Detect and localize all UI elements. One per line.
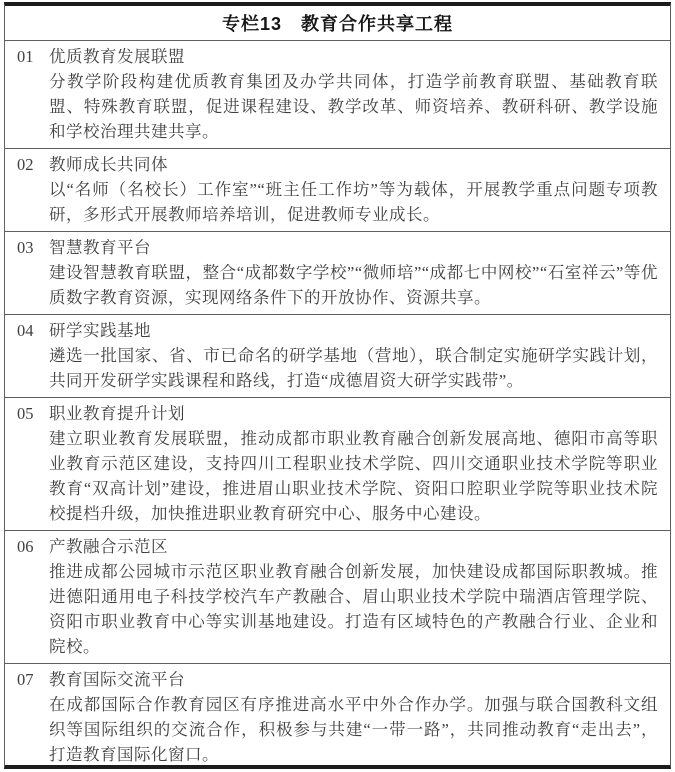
item-number: 01 — [17, 47, 34, 66]
item-content — [49, 534, 658, 659]
item-content — [49, 152, 658, 227]
item-title: 教育国际交流平台 — [49, 670, 185, 689]
item-description: 分教学阶段构建优质教育集团及办学共同体，打造学前教育联盟、基础教育联盟、特殊教育联盟，促进课程建设、教学改革、师资培养、教研科研、教学设施和学校治理共建共享。 — [49, 72, 658, 141]
item-content — [49, 44, 658, 144]
table-row — [5, 41, 670, 149]
table-row — [5, 398, 670, 531]
item-description: 遴选一批国家、省、市已命名的研学基地（营地），联合制定实施研学实践计划，共同开发研学实践课程和路线，打造“成德眉资大研学实践带”。 — [49, 346, 658, 390]
item-title: 智慧教育平台 — [49, 238, 151, 257]
column-box-13 — [4, 2, 671, 769]
item-title: 教师成长共同体 — [49, 155, 168, 174]
item-content — [49, 235, 658, 310]
table-row — [5, 149, 670, 232]
panel-title-row — [5, 6, 670, 41]
item-number: 07 — [17, 670, 34, 689]
item-title: 研学实践基地 — [49, 321, 151, 340]
panel-title: 专栏13 教育合作共享工程 — [221, 14, 454, 34]
item-number: 03 — [17, 238, 34, 257]
item-title: 产教融合示范区 — [49, 537, 168, 556]
item-description: 以“名师（名校长）工作室”“班主任工作坊”等为载体，开展教学重点问题专项教研，多形式开展教师培养培训，促进教师专业成长。 — [49, 180, 658, 224]
item-number: 05 — [17, 404, 34, 423]
item-description: 建设智慧教育联盟，整合“成都数字学校”“微师培”“成都七中网校”“石室祥云”等优质数字教育资源，实现网络条件下的开放协作、资源共享。 — [49, 263, 658, 307]
item-content — [49, 667, 658, 767]
item-description: 在成都国际合作教育园区有序推进高水平中外合作办学。加强与联合国教科文组织等国际组织的交流合作，积极参与共建“一带一路”，共同推动教育“走出去”，打造教育国际化窗口。 — [49, 695, 658, 764]
item-title: 优质教育发展联盟 — [49, 47, 185, 66]
item-number: 06 — [17, 537, 34, 556]
table-row — [5, 664, 670, 771]
item-description: 推进成都公园城市示范区职业教育融合创新发展，加快建设成都国际职教城。推进德阳通用电子科技学校汽车产教融合、眉山职业技术学院中瑞酒店管理学院、资阳市职业教育中心等实训基地建设。打造有区域特色的产教融合行业、企业和院校。 — [49, 562, 658, 656]
item-title: 职业教育提升计划 — [49, 404, 185, 423]
table-row — [5, 315, 670, 398]
table-row — [5, 531, 670, 664]
item-content — [49, 318, 658, 393]
item-number: 04 — [17, 321, 34, 340]
item-content — [49, 401, 658, 526]
table-row — [5, 232, 670, 315]
item-description: 建立职业教育发展联盟，推动成都市职业教育融合创新发展高地、德阳市高等职业教育示范区建设，支持四川工程职业技术学院、四川交通职业技术学院等职业教育“双高计划”建设，推进眉山职业技术学院、资阳口腔职业学院等职业技术院校提档升级，加快推进职业教育研究中心、服务中心建设。 — [49, 429, 658, 523]
item-number: 02 — [17, 155, 34, 174]
